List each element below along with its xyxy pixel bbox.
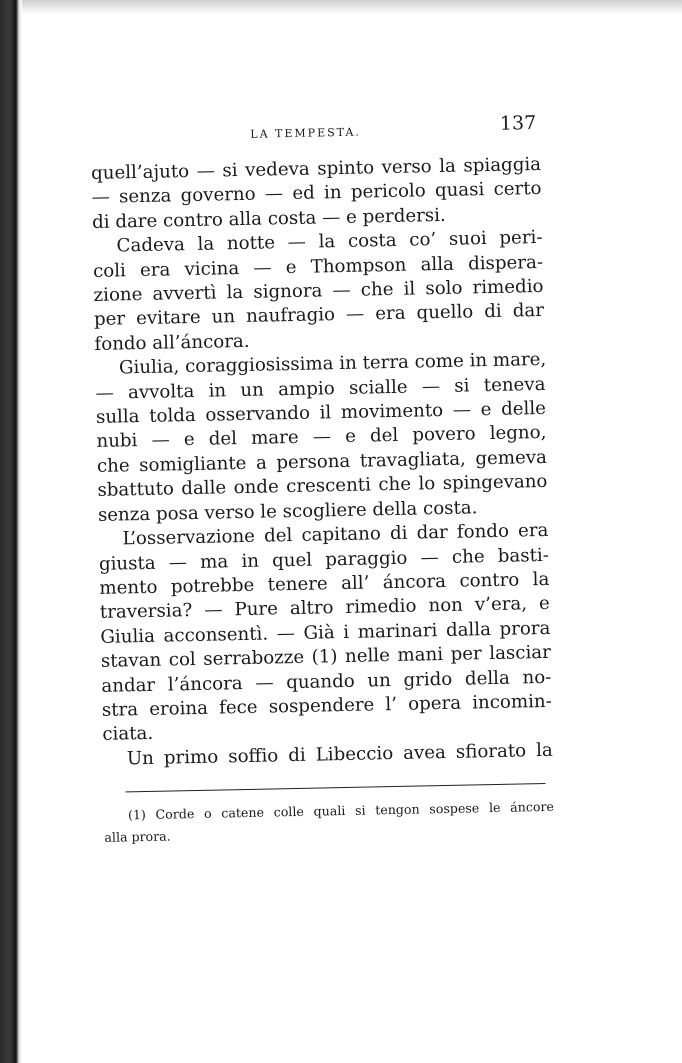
book-page [90, 109, 555, 849]
text-line: quell’ajuto — si vedeva spinto verso la spiaggia [90, 153, 542, 184]
text-line: per evitare un naufragio — era quello di dar [93, 300, 545, 331]
text-line: nubi — e del mare — e del povero legno, [96, 422, 547, 453]
text-line: L’osservazione del capitano di dar fondo era [122, 519, 549, 550]
text-line: traversia? — Pure altro rimedio non v’era, e [99, 593, 551, 624]
text-line: coli era vicina — e Thompson alla dispera- [92, 251, 544, 282]
running-title: LA TEMPESTA. [250, 125, 361, 141]
text-line: ciata. [102, 723, 154, 746]
footnote-line: alla prora. [104, 828, 171, 846]
page-header [90, 109, 541, 148]
book-binding-edge [0, 0, 22, 1063]
text-line: senza posa verso le scogliere della costa. [97, 496, 478, 526]
page-number: 137 [499, 112, 537, 135]
text-line: zione avvertì la signora — che il solo rimedio [93, 275, 544, 306]
text-line: — avvolta in un ampio scialle — si teneva [95, 373, 546, 404]
body-text [91, 153, 553, 772]
text-line: Giulia, coraggiosissima in terra come in mare, [118, 349, 547, 379]
text-line: stra eroina fece sospendere l’ opera incomin- [101, 690, 553, 721]
text-line: — senza governo — ed in pericolo quasi certo [91, 178, 542, 209]
text-line: giusta — ma in quel paraggio — che basti- [98, 544, 550, 575]
text-line: fondo all’áncora. [94, 330, 250, 355]
text-line: di dare contro alla costa — e perdersi. [91, 204, 446, 233]
text-line: andar l’áncora — quando un grido della no- [101, 666, 552, 697]
footnote-separator [126, 783, 546, 792]
text-line: sulla tolda osservando il movimento — e delle [95, 397, 547, 429]
text-line: sbattuto dalle onde crescenti che lo spingevano [97, 471, 548, 502]
text-line: che somigliante a persona travagliata, gemeva [96, 446, 548, 477]
text-line: Giulia acconsentì. — Già i marinari dalla prora [100, 617, 551, 648]
text-line: Un primo soffio di Libeccio avea sfiorato la [126, 739, 553, 770]
page-top-shadow [22, 0, 682, 14]
footnote [104, 796, 555, 849]
text-line: Cadeva la notte — la costa co’ suoi peri- [116, 227, 543, 257]
footnote-line: (1) Corde o catene colle quali si tengon sospese le áncore [127, 798, 555, 823]
text-line: mento potrebbe tenere all’ áncora contro la [99, 568, 550, 599]
text-line: stavan col serrabozze (1) nelle mani per lasciar [100, 641, 552, 673]
